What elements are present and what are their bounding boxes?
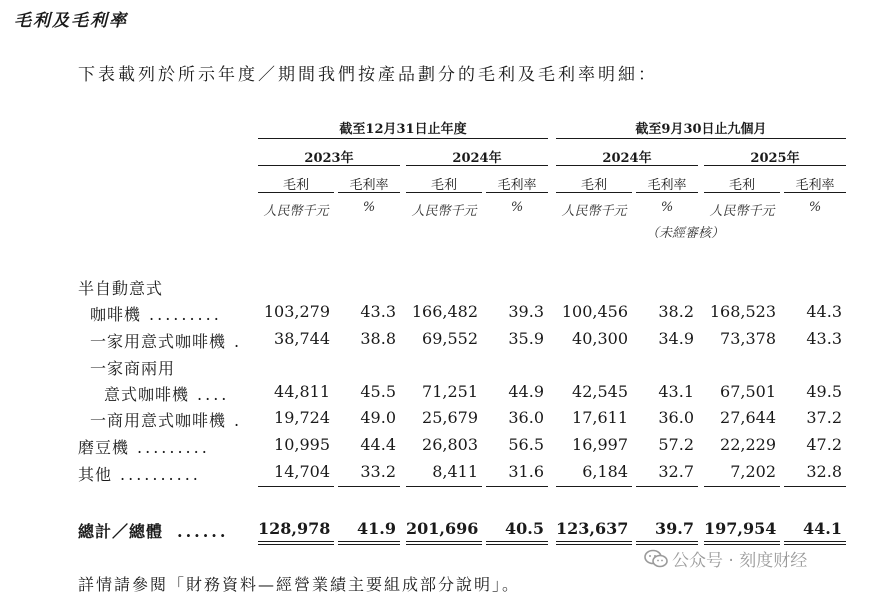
total-double-rule: [556, 541, 632, 542]
total-double-rule: [636, 544, 698, 545]
row-label: 意式咖啡機 ....: [104, 385, 230, 404]
unit-label-pct: %: [362, 200, 376, 215]
cell-gross-margin: 39.3: [508, 302, 544, 321]
cell-gross-margin: 44.4: [360, 435, 396, 454]
cell-gross-margin: 33.2: [360, 462, 396, 481]
cell-gross-profit: 25,679: [422, 408, 478, 427]
unit-label-rmb: 人民幣千元: [709, 204, 775, 219]
col-header-gross-margin: 毛利率: [647, 178, 687, 193]
cell-gross-profit: 67,501: [720, 382, 776, 401]
cell-gross-margin: 43.3: [806, 329, 842, 348]
col-header-gross-profit: 毛利: [580, 178, 607, 193]
row-label: 半自動意式: [78, 279, 164, 298]
total-double-rule: [556, 544, 632, 545]
cell-gross-profit: 38,744: [274, 329, 330, 348]
total-double-rule: [486, 541, 548, 542]
wechat-icon: [644, 549, 668, 569]
row-label: 磨豆機 .........: [78, 438, 210, 457]
cell-gross-margin: 31.6: [508, 462, 544, 481]
cell-gross-profit: 10,995: [274, 435, 330, 454]
period-header-fy: 截至12月31日止年度: [339, 122, 467, 137]
cell-gross-profit: 14,704: [274, 462, 330, 481]
col-header-rule: [556, 192, 632, 193]
cell-gross-margin: 44.9: [508, 382, 544, 401]
subtotal-rule: [338, 486, 400, 487]
total-gross-profit: 123,637: [556, 519, 629, 538]
watermark: [644, 546, 807, 571]
year-rule-1: [258, 165, 400, 166]
total-double-rule: [704, 541, 780, 542]
total-double-rule: [258, 544, 334, 545]
year-header-3: 2024年: [602, 151, 652, 166]
col-header-gross-margin: 毛利率: [349, 178, 389, 193]
total-double-rule: [636, 541, 698, 542]
subtotal-rule: [486, 486, 548, 487]
col-header-rule: [406, 192, 482, 193]
intro-paragraph: 下表載列於所示年度／期間我們按產品劃分的毛利及毛利率明細：: [78, 65, 658, 85]
period-rule-fy: [258, 138, 548, 139]
row-label: 其他 ..........: [78, 465, 201, 484]
unit-label-rmb: 人民幣千元: [411, 204, 477, 219]
cell-gross-profit: 100,456: [561, 302, 628, 321]
subtotal-rule: [258, 486, 334, 487]
col-header-gross-profit: 毛利: [728, 178, 755, 193]
cell-gross-margin: 44.3: [806, 302, 842, 321]
cell-gross-margin: 38.2: [658, 302, 694, 321]
year-rule-4: [704, 165, 846, 166]
cell-gross-margin: 32.8: [806, 462, 842, 481]
cell-gross-profit: 16,997: [572, 435, 628, 454]
total-double-rule: [486, 544, 548, 545]
total-double-rule: [784, 544, 846, 545]
cell-gross-margin: 34.9: [658, 329, 694, 348]
cell-gross-profit: 8,411: [432, 462, 478, 481]
total-gross-profit: 197,954: [704, 519, 777, 538]
row-label: 咖啡機 .........: [90, 305, 222, 324]
total-double-rule: [784, 541, 846, 542]
subtotal-rule: [784, 486, 846, 487]
subtotal-rule: [704, 486, 780, 487]
col-header-rule: [338, 192, 400, 193]
total-double-rule: [406, 541, 482, 542]
total-gross-profit: 128,978: [258, 519, 331, 538]
cell-gross-profit: 6,184: [582, 462, 628, 481]
col-header-gross-margin: 毛利率: [795, 178, 835, 193]
year-header-2: 2024年: [452, 151, 502, 166]
col-header-rule: [784, 192, 846, 193]
cell-gross-margin: 32.7: [658, 462, 694, 481]
cell-gross-profit: 19,724: [274, 408, 330, 427]
unaudited-note: （未經審核）: [646, 226, 725, 241]
row-label: 一家商兩用: [90, 359, 176, 378]
year-header-1: 2023年: [304, 151, 354, 166]
unit-label-rmb: 人民幣千元: [263, 204, 329, 219]
cell-gross-margin: 35.9: [508, 329, 544, 348]
subtotal-rule: [556, 486, 632, 487]
total-gross-margin: 44.1: [803, 519, 842, 538]
footer-note: 詳情請參閱「財務資料—經營業績主要組成部分說明」。: [78, 575, 521, 594]
cell-gross-profit: 69,552: [422, 329, 478, 348]
col-header-rule: [258, 192, 334, 193]
unit-label-pct: %: [510, 200, 524, 215]
period-rule-nine: [556, 138, 846, 139]
col-header-rule: [704, 192, 780, 193]
cell-gross-margin: 38.8: [360, 329, 396, 348]
cell-gross-margin: 36.0: [658, 408, 694, 427]
total-gross-margin: 40.5: [505, 519, 544, 538]
cell-gross-profit: 26,803: [422, 435, 478, 454]
col-header-rule: [486, 192, 548, 193]
year-rule-2: [406, 165, 548, 166]
total-label: 總計／總體 ......: [78, 522, 229, 541]
year-rule-3: [556, 165, 698, 166]
year-header-4: 2025年: [750, 151, 800, 166]
col-header-rule: [636, 192, 698, 193]
cell-gross-margin: 47.2: [806, 435, 842, 454]
col-header-gross-profit: 毛利: [282, 178, 309, 193]
total-gross-profit: 201,696: [406, 519, 479, 538]
cell-gross-margin: 36.0: [508, 408, 544, 427]
row-label: 一商用意式咖啡機 .: [90, 411, 243, 430]
total-gross-margin: 39.7: [655, 519, 694, 538]
subtotal-rule: [406, 486, 482, 487]
cell-gross-margin: 49.0: [360, 408, 396, 427]
unit-label-pct: %: [808, 200, 822, 215]
cell-gross-profit: 17,611: [572, 408, 628, 427]
period-header-nine-months: 截至9月30日止九個月: [635, 122, 767, 137]
cell-gross-profit: 27,644: [720, 408, 776, 427]
total-double-rule: [338, 541, 400, 542]
unit-label-pct: %: [660, 200, 674, 215]
cell-gross-profit: 71,251: [422, 382, 478, 401]
cell-gross-profit: 42,545: [572, 382, 628, 401]
row-label: 一家用意式咖啡機 .: [90, 332, 243, 351]
cell-gross-profit: 40,300: [572, 329, 628, 348]
watermark-text: 公众号 · 刻度财经: [672, 551, 808, 571]
section-title: 毛利及毛利率: [14, 11, 128, 31]
subtotal-rule: [636, 486, 698, 487]
cell-gross-profit: 7,202: [730, 462, 776, 481]
cell-gross-margin: 43.1: [658, 382, 694, 401]
cell-gross-margin: 56.5: [508, 435, 544, 454]
col-header-gross-margin: 毛利率: [497, 178, 537, 193]
total-double-rule: [704, 544, 780, 545]
cell-gross-margin: 45.5: [360, 382, 396, 401]
total-gross-margin: 41.9: [357, 519, 396, 538]
cell-gross-profit: 168,523: [709, 302, 776, 321]
cell-gross-profit: 22,229: [720, 435, 776, 454]
unit-label-rmb: 人民幣千元: [561, 204, 627, 219]
cell-gross-profit: 166,482: [411, 302, 478, 321]
total-double-rule: [406, 544, 482, 545]
total-double-rule: [338, 544, 400, 545]
cell-gross-margin: 37.2: [806, 408, 842, 427]
total-double-rule: [258, 541, 334, 542]
cell-gross-margin: 57.2: [658, 435, 694, 454]
cell-gross-margin: 43.3: [360, 302, 396, 321]
cell-gross-profit: 103,279: [263, 302, 330, 321]
cell-gross-margin: 49.5: [806, 382, 842, 401]
cell-gross-profit: 73,378: [720, 329, 776, 348]
col-header-gross-profit: 毛利: [430, 178, 457, 193]
cell-gross-profit: 44,811: [274, 382, 330, 401]
